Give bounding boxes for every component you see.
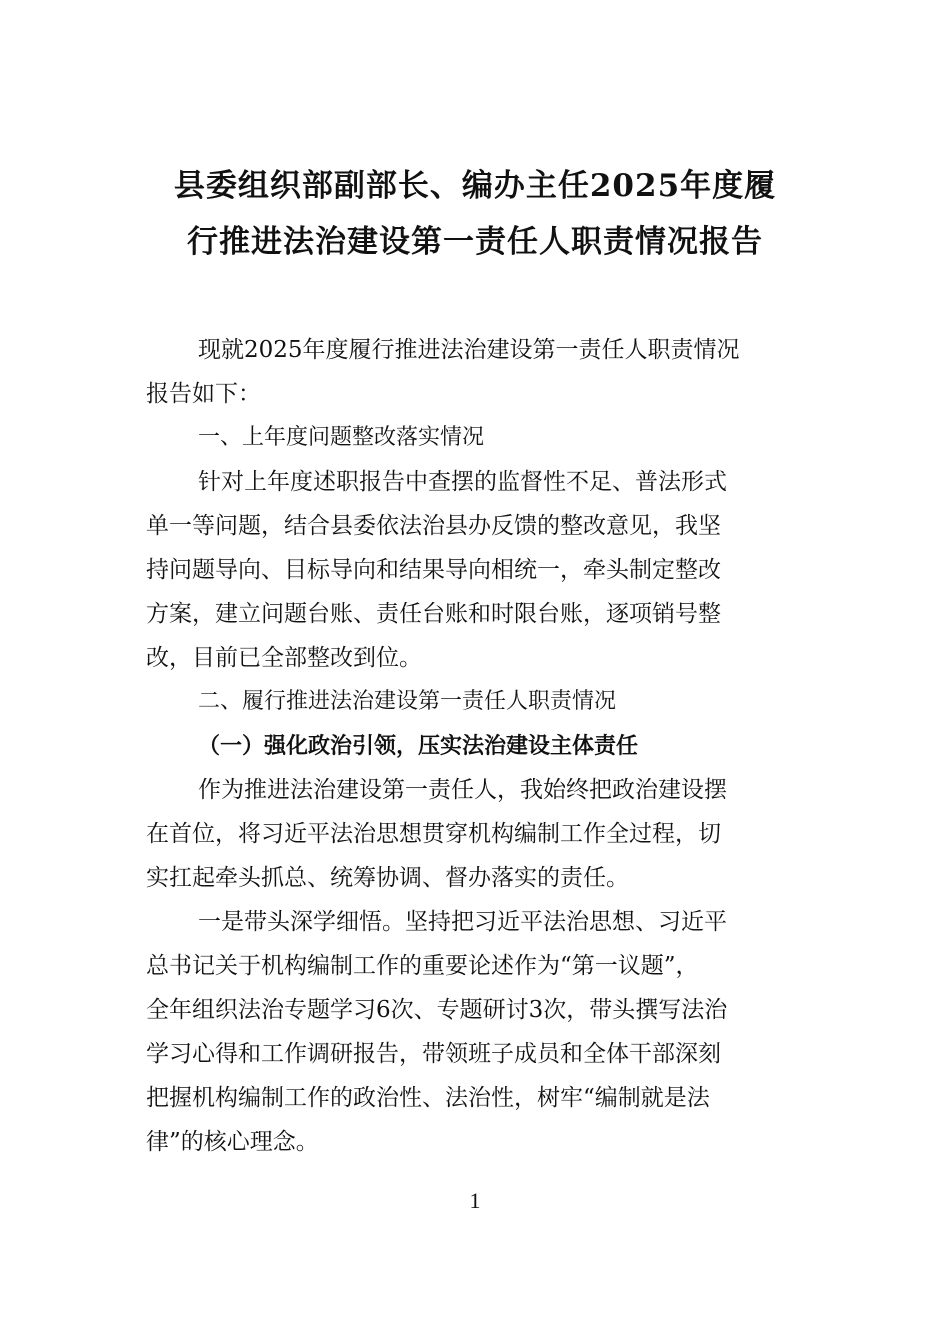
point-1-line-3: 全年组织法治专题学习6次、专题研讨3次，带头撰写法治 <box>146 997 728 1023</box>
section-1-line-2: 单一等问题，结合县委依法治县办反馈的整改意见，我坚 <box>146 513 721 539</box>
point-1-line-4: 学习心得和工作调研报告，带领班子成员和全体干部深刻 <box>146 1041 721 1067</box>
section-2 <box>146 680 806 900</box>
page-number: 1 <box>469 1188 481 1213</box>
section-1-line-3: 持问题导向、目标导向和结果导向相统一，牵头制定整改 <box>146 557 721 583</box>
subsection-1-heading: （一）强化政治引领，压实法治建设主体责任 <box>198 733 639 759</box>
point-1-line-6: 律”的核心理念。 <box>146 1129 319 1155</box>
title-line-2: 行推进法治建设第一责任人职责情况报告 <box>187 224 763 260</box>
subsection-1-line-3: 实扛起牵头抓总、统筹协调、督办落实的责任。 <box>146 865 629 891</box>
subsection-1-line-1: 作为推进法治建设第一责任人，我始终把政治建设摆 <box>198 777 727 803</box>
intro-paragraph <box>146 328 806 416</box>
point-1-line-5: 把握机构编制工作的政治性、法治性，树牢“编制就是法 <box>146 1085 710 1111</box>
section-2-heading: 二、履行推进法治建设第一责任人职责情况 <box>198 689 617 714</box>
intro-line-1: 现就2025年度履行推进法治建设第一责任人职责情况 <box>198 337 740 363</box>
subsection-1-line-2: 在首位，将习近平法治思想贯穿机构编制工作全过程，切 <box>146 821 721 847</box>
point-1-line-1: 一是带头深学细悟。坚持把习近平法治思想、习近平 <box>198 909 727 935</box>
point-1 <box>146 900 806 1164</box>
title-line-1: 县委组织部副部长、编办主任2025年度履 <box>173 168 777 204</box>
document-body <box>146 328 806 1164</box>
point-1-line-2: 总书记关于机构编制工作的重要论述作为“第一议题”， <box>146 953 699 979</box>
intro-line-2: 报告如下： <box>146 381 261 407</box>
section-1-line-4: 方案，建立问题台账、责任台账和时限台账，逐项销号整 <box>146 601 721 627</box>
document-title <box>140 158 810 270</box>
section-1-line-1: 针对上年度述职报告中查摆的监督性不足、普法形式 <box>198 469 727 495</box>
section-1-line-5: 改，目前已全部整改到位。 <box>146 645 422 671</box>
section-1-heading: 一、上年度问题整改落实情况 <box>198 425 485 450</box>
section-1 <box>146 416 806 680</box>
